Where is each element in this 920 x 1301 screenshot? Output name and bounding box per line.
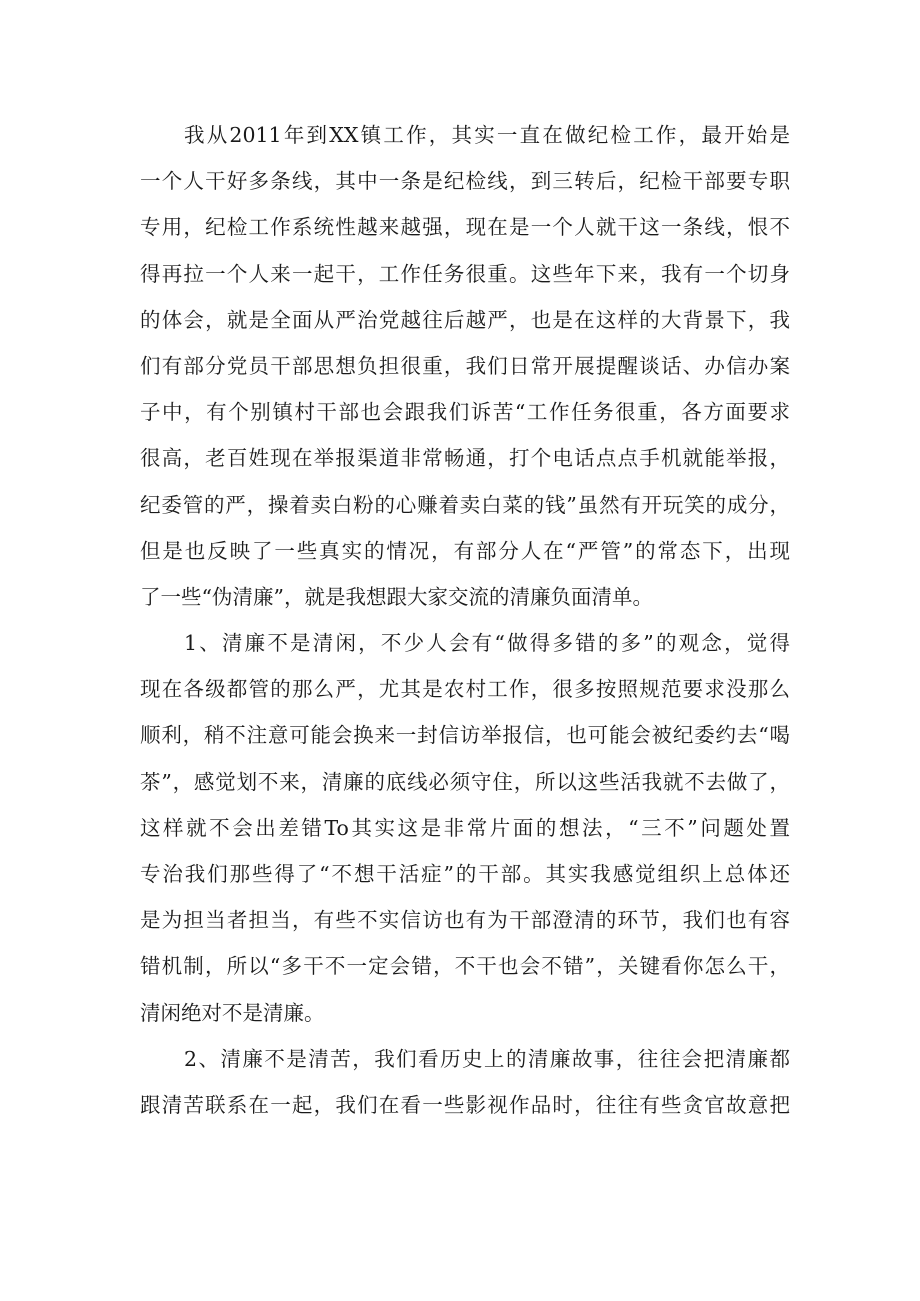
text-line: 跟清苦联系在一起，我们在看一些影视作品时，往往有些贪官故意把 xyxy=(140,1092,790,1117)
text-line: 子中，有个别镇村干部也会跟我们诉苦“工作任务很重，各方面要求 xyxy=(140,400,790,425)
text-line: 错机制，所以“多干不一定会错，不干也会不错”，关键看你怎么干， xyxy=(140,954,790,979)
text-line: 是为担当者担当，有些不实信访也有为干部澄清的环节，我们也有容 xyxy=(140,908,790,933)
text-line: 很高，老百姓现在举报渠道非常畅通，打个电话点点手机就能举报， xyxy=(140,446,790,471)
text-line: 1、清廉不是清闲，不少人会有“做得多错的多”的观念，觉得 xyxy=(184,631,790,656)
text-line: 专用，纪检工作系统性越来越强，现在是一个人就干这一条线，恨不 xyxy=(140,215,790,240)
text-line: 茶”，感觉划不来，清廉的底线必须守住，所以这些活我就不去做了， xyxy=(140,769,790,794)
document-body xyxy=(140,112,790,1128)
text-line: 的体会，就是全面从严治党越往后越严，也是在这样的大背景下，我 xyxy=(140,307,790,332)
text-line: 得再拉一个人来一起干，工作任务很重。这些年下来，我有一个切身 xyxy=(140,261,790,286)
text-line: 我从2011年到XX镇工作，其实一直在做纪检工作，最开始是 xyxy=(184,123,790,147)
text-line: 这样就不会出差错To其实这是非常片面的想法，“三不”问题处置 xyxy=(140,815,790,840)
text-line: 但是也反映了一些真实的情况，有部分人在“严管”的常态下，出现 xyxy=(140,538,790,563)
text-line: 现在各级都管的那么严，尤其是农村工作，很多按照规范要求没那么 xyxy=(140,677,790,702)
text-line: 清闲绝对不是清廉。 xyxy=(140,1000,325,1025)
text-line: 专治我们那些得了“不想干活症”的干部。其实我感觉组织上总体还 xyxy=(140,862,790,886)
paragraph-point-2 xyxy=(140,1036,790,1128)
text-line: 纪委管的严，操着卖白粉的心赚着卖白菜的钱”虽然有开玩笑的成分， xyxy=(140,492,790,517)
text-line: 2、清廉不是清苦，我们看历史上的清廉故事，往往会把清廉都 xyxy=(184,1046,790,1071)
text-line: 们有部分党员干部思想负担很重，我们日常开展提醒谈话、办信办案 xyxy=(140,353,790,378)
text-line: 了一些“伪清廉”，就是我想跟大家交流的清廉负面清单。 xyxy=(140,584,653,609)
text-line: 顺利，稍不注意可能会换来一封信访举报信，也可能会被纪委约去“喝 xyxy=(140,723,790,748)
paragraph-intro xyxy=(140,112,790,620)
paragraph-point-1 xyxy=(140,620,790,1036)
text-line: 一个人干好多条线，其中一条是纪检线，到三转后，纪检干部要专职 xyxy=(140,169,790,194)
